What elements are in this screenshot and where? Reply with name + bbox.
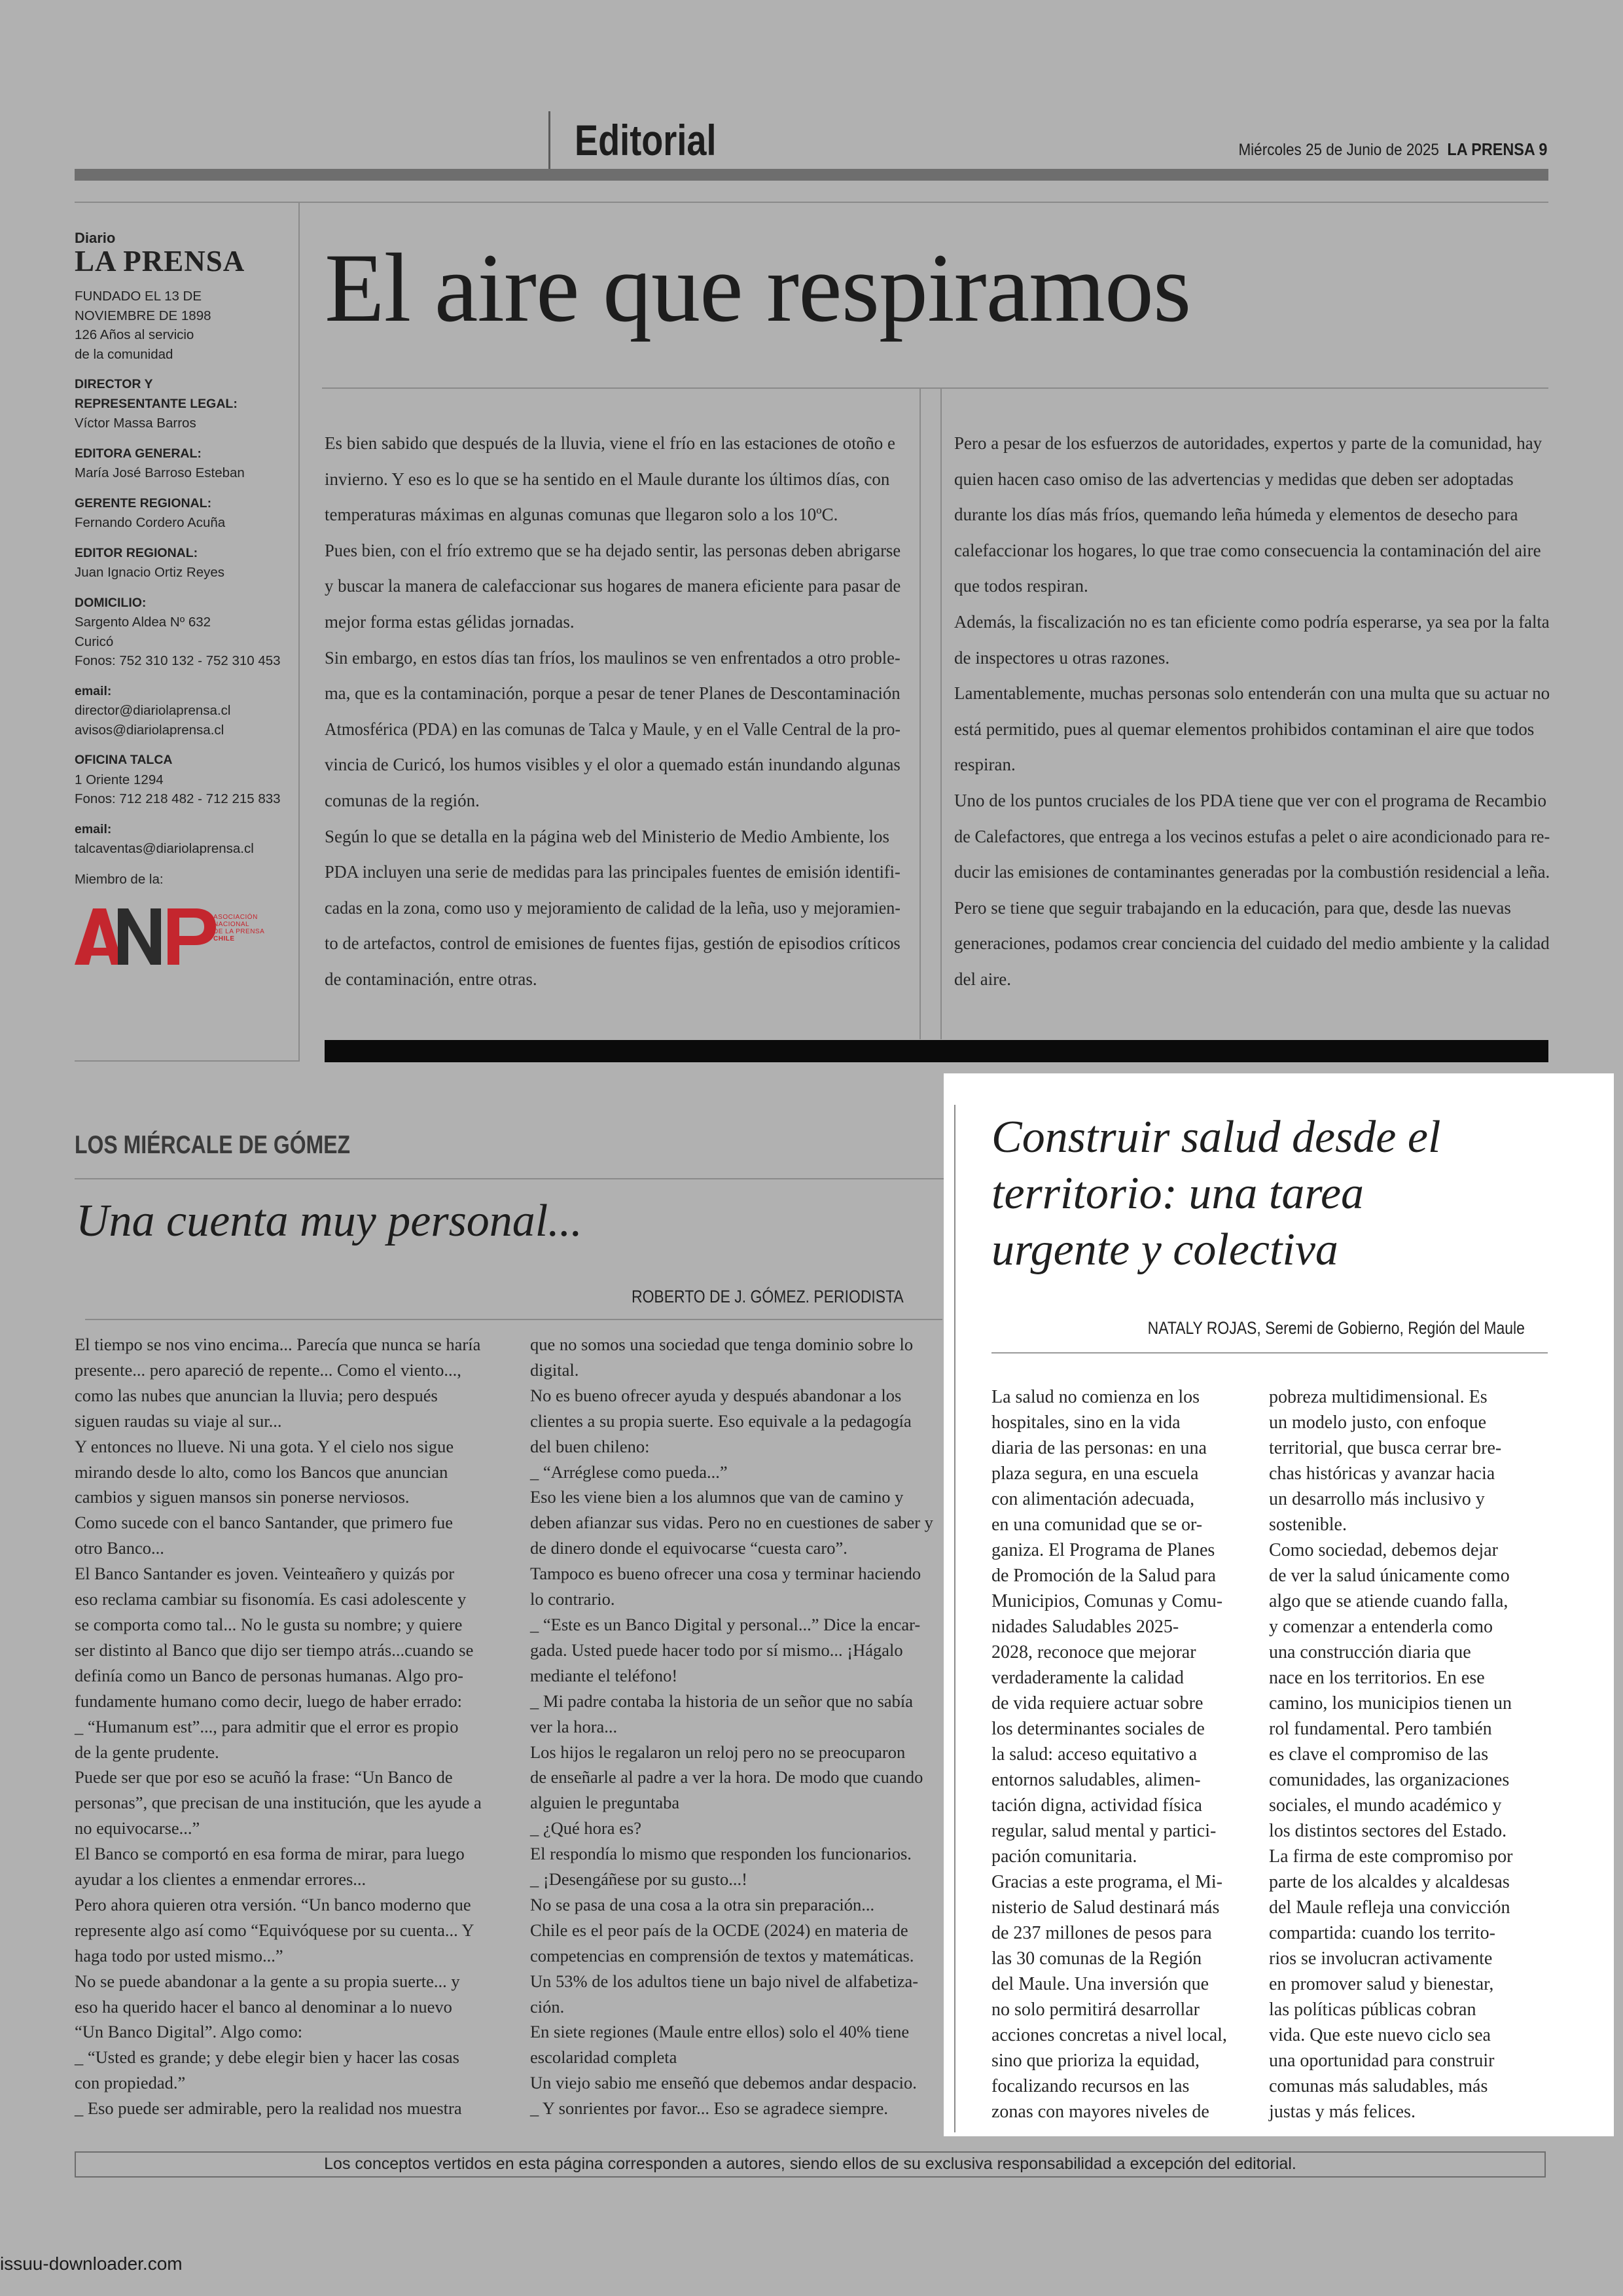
gomez-text-line: _ Y sonrientes por favor... Eso se agradece siempre. (530, 2098, 888, 2119)
gomez-text-line: digital. (530, 1359, 579, 1380)
gomez-text-line: Un 53% de los adultos tiene un bajo nivel de alfabetiza- (530, 1971, 919, 1991)
opinion-text-line: la salud: acceso equitativo a (991, 1744, 1198, 1765)
gomez-text-line: _ “Este es un Banco Digital y personal...” Dice la encar- (530, 1614, 921, 1634)
gomez-text-line: que no somos una sociedad que tenga dominio sobre lo (530, 1335, 914, 1354)
opinion-column-2 (1269, 1384, 1544, 2125)
anp-caption-line: CHILE (213, 935, 235, 942)
editor-label: EDITOR REGIONAL: (75, 545, 198, 560)
opinion-headline-line: Construir salud desde el (991, 1112, 1441, 1162)
editorial-text-line: está permitido, pues al quemar elementos prohibidos contaminan el aire que todos (954, 719, 1535, 739)
masthead-sidebar (75, 230, 297, 970)
opinion-text-line: del Maule. Una inversión que (991, 1974, 1209, 1994)
sidebar-bottom-rule (75, 1060, 300, 1062)
gomez-text-line: haga todo por usted mismo...” (75, 1945, 283, 1965)
opinion-text-line: comunas más saludables, más (1269, 2076, 1488, 2096)
gomez-text-line: no equivocarse...” (75, 1818, 200, 1839)
gomez-text-line: _ Eso puede ser admirable, pero la realidad nos muestra (75, 2098, 462, 2119)
editora-name: María José Barroso Esteban (75, 465, 245, 480)
domicilio-label: DOMICILIO: (75, 595, 147, 610)
opinion-text-line: un desarrollo más inclusivo y (1269, 1489, 1485, 1509)
gomez-column-2 (530, 1332, 949, 2121)
opinion-byline (1148, 1318, 1525, 1338)
founded-line: 126 Años al servicio (75, 327, 194, 342)
gomez-text-line: como las nubes que anuncian la lluvia; pero después (75, 1385, 438, 1405)
gomez-byline-rule (85, 1319, 942, 1320)
gomez-text-line: eso ha querido hacer el banco al denominar a lo nuevo (75, 1996, 452, 2017)
editorial-text-line: generaciones, podamos crear conciencia del cuidado del medio ambiente y la calidad (954, 933, 1550, 954)
email-address[interactable]: director@diariolaprensa.cl (75, 703, 231, 718)
gomez-text-line: No se pasa de una cosa a la otra sin preparación... (530, 1894, 875, 1914)
opinion-text-line: La salud no comienza en los (991, 1387, 1200, 1407)
domicilio-line: Curicó (75, 634, 114, 649)
editorial-text-line: de contaminación, entre otras. (325, 969, 537, 989)
opinion-text-line: rol fundamental. Pero también (1269, 1719, 1492, 1739)
watermark: issuu-downloader.com (0, 2253, 183, 2274)
editorial-column-divider (919, 389, 921, 1039)
director-label: REPRESENTANTE LEGAL: (75, 396, 238, 411)
founded-line: de la comunidad (75, 346, 173, 362)
gomez-text-line: fundamente humano como decir, luego de haber errado: (75, 1691, 463, 1711)
editora-info (75, 444, 297, 483)
gomez-text-line: El Banco se comportó en esa forma de mirar, para luego (75, 1844, 465, 1864)
gomez-text-line: “Un Banco Digital”. Algo como: (75, 2022, 303, 2042)
editorial-text-line: ducir las emisiones de contaminantes generadas por la combustión residencial a leña. (954, 862, 1550, 882)
issue-date: Miércoles 25 de Junio de 2025 (1238, 141, 1439, 159)
email-address[interactable]: talcaventas@diariolaprensa.cl (75, 841, 254, 856)
opinion-text-line: en una comunidad que se or- (991, 1515, 1203, 1535)
opinion-box-left-rule (954, 1105, 955, 2132)
opinion-text-line: La firma de este compromiso por (1269, 1846, 1513, 1867)
editorial-text-line: respiran. (954, 755, 1016, 775)
page-number: LA PRENSA 9 (1447, 139, 1547, 159)
footer-disclaimer: Los conceptos vertidos en esta página corresponden a autores, siendo ellos de su exclusiva responsabilidad a excepción del editorial. (324, 2155, 1296, 2173)
opinion-text-line: Municipios, Comunas y Comu- (991, 1591, 1223, 1611)
editorial-text-line: ma, que es la contaminación, porque a pesar de tener Planes de Descontaminación (325, 683, 901, 704)
opinion-text-line: nace en los territorios. En ese (1269, 1668, 1485, 1688)
oficina-line: Fonos: 712 218 482 - 712 215 833 (75, 791, 281, 806)
opinion-text-line: camino, los municipios tienen un (1269, 1693, 1512, 1713)
opinion-text-line: zonas con mayores niveles de (991, 2102, 1209, 2122)
editorial-text-line: Uno de los puntos cruciales de los PDA tiene que ver con el programa de Recambio (954, 790, 1547, 810)
gomez-text-line: ción. (530, 1996, 565, 2017)
editorial-column-2 (954, 425, 1550, 997)
editorial-text-line: mejor forma estas gélidas jornadas. (325, 611, 575, 632)
gomez-text-line: No se puede abandonar a la gente a su propia suerte... y (75, 1971, 460, 1991)
gomez-text-line: No es bueno ofrecer ayuda y después abandonar a los (530, 1385, 902, 1405)
opinion-text-line: de ver la salud únicamente como (1269, 1566, 1510, 1586)
gomez-text-line: El respondía lo mismo que responden los funcionarios. (530, 1844, 912, 1864)
masthead-logo: LA PRENSA (75, 245, 245, 278)
gomez-text-line: mirando desde lo alto, como los Bancos que anuncian (75, 1462, 448, 1482)
email2-info (75, 820, 297, 859)
header-thick-rule (75, 169, 1548, 181)
opinion-text-line: territorial, que busca cerrar bre- (1269, 1438, 1502, 1458)
gomez-text-line: ser distinto al Banco que dijo ser tiempo atrás...cuando se (75, 1640, 474, 1660)
gerente-name: Fernando Cordero Acuña (75, 515, 226, 530)
gomez-text-line: _ “Arréglese como pueda...” (530, 1462, 728, 1482)
anp-caption-line: DE LA PRENSA (213, 928, 265, 935)
gomez-text-line: del buen chileno: (530, 1436, 650, 1456)
section-title: Editorial (575, 116, 717, 164)
header-divider-vertical (548, 111, 550, 171)
opinion-text-line: chas históricas y avanzar hacia (1269, 1463, 1495, 1484)
gomez-text-line: Eso les viene bien a los alumnos que van de camino y (530, 1487, 904, 1507)
gomez-text-line: cambios y siguen mansos sin ponerse nerviosos. (75, 1487, 410, 1507)
opinion-author: NATALY ROJAS (1147, 1318, 1257, 1338)
opinion-text-line: entornos saludables, alimen- (991, 1770, 1201, 1790)
founded-line: FUNDADO EL 13 DE (75, 289, 202, 304)
gomez-text-line: con propiedad.” (75, 2073, 186, 2093)
opinion-text-line: Como sociedad, debemos dejar (1269, 1540, 1498, 1560)
opinion-byline-rule (991, 1352, 1548, 1354)
opinion-text-line: sino que prioriza la equidad, (991, 2051, 1200, 2071)
gomez-text-line: de dinero donde el equivocarse “cuesta caro”. (530, 1538, 847, 1558)
gomez-text-line: definía como un Banco de personas humanas. Algo pro- (75, 1665, 463, 1685)
anp-caption-line: ASOCIACIÓN (213, 914, 258, 921)
editorial-text-line: y buscar la manera de calefaccionar sus hogares de manera eficiente para pasar de (325, 576, 901, 596)
opinion-text-line: de Promoción de la Salud para (991, 1566, 1216, 1586)
gomez-text-line: Pero ahora quieren otra versión. “Un banco moderno que (75, 1894, 471, 1914)
opinion-text-line: ganiza. El Programa de Planes (991, 1540, 1215, 1560)
editorial-text-line: de inspectores u otras razones. (954, 647, 1170, 668)
editora-label: EDITORA GENERAL: (75, 446, 202, 461)
sidebar-divider (298, 203, 300, 1062)
editorial-text-line: Atmosférica (PDA) en las comunas de Talca y Maule, y en el Valle Central de la pro- (325, 719, 901, 739)
gomez-text-line: de enseñarle al padre a ver la hora. De modo que cuando (530, 1767, 923, 1787)
opinion-text-line: pación comunitaria. (991, 1846, 1137, 1867)
opinion-text-line: acciones concretas a nivel local, (991, 2025, 1227, 2045)
opinion-text-line: una construcción diaria que (1269, 1642, 1471, 1662)
editorial-column-divider (940, 389, 942, 1039)
gomez-text-line: escolaridad completa (530, 2047, 677, 2068)
oficina-info (75, 751, 297, 809)
editorial-text-line: comunas de la región. (325, 790, 480, 810)
editor-name: Juan Ignacio Ortiz Reyes (75, 565, 225, 580)
editorial-text-line: PDA incluyen una serie de medidas para las principales fuentes de emisión identifi- (325, 862, 901, 882)
email-address[interactable]: avisos@diariolaprensa.cl (75, 722, 224, 738)
editorial-text-line: de Calefactores, que entrega a los vecinos estufas a pelet o aire acondicionado para re- (954, 826, 1550, 846)
gomez-kicker-rule (75, 1178, 945, 1179)
gomez-text-line: _ ¿Qué hora es? (530, 1818, 641, 1839)
gomez-text-line: gada. Usted puede hacer todo por sí mismo... ¡Hágalo (530, 1640, 903, 1660)
opinion-text-line: es clave el compromiso de las (1269, 1744, 1489, 1765)
opinion-author-role: , Seremi de Gobierno, Región del Maule (1257, 1318, 1525, 1338)
gomez-text-line: Como sucede con el banco Santander, que primero fue (75, 1513, 454, 1533)
editorial-text-line: Además, la fiscalización no es tan eficiente como podría esperarse, ya sea por la falta (954, 611, 1550, 632)
editorial-text-line: vincia de Curicó, los humos visibles y el olor a quemado están inundando algunas (325, 755, 901, 775)
opinion-text-line: comunidades, las organizaciones (1269, 1770, 1510, 1790)
email-label: email: (75, 683, 112, 698)
founded-line: NOVIEMBRE DE 1898 (75, 308, 211, 323)
gomez-column-1 (75, 1332, 520, 2121)
gomez-text-line: clientes a su propia suerte. Eso equivale a la pedagogía (530, 1410, 912, 1431)
email-label: email: (75, 821, 112, 836)
opinion-text-line: 2028, reconoce que mejorar (991, 1642, 1196, 1662)
editorial-text-line: Pues bien, con el frío extremo que se ha dejado sentir, las personas deben abrigarse (325, 540, 901, 560)
gomez-text-line: En siete regiones (Maule entre ellos) solo el 40% tiene (530, 2022, 910, 2042)
opinion-text-line: parte de los alcaldes y alcaldesas (1269, 1872, 1510, 1892)
opinion-headline-line: territorio: una tarea (991, 1168, 1364, 1219)
opinion-text-line: focalizando recursos en las (991, 2076, 1190, 2096)
gomez-text-line: lo contrario. (530, 1589, 615, 1609)
gomez-byline: ROBERTO DE J. GÓMEZ. PERIODISTA (632, 1287, 904, 1306)
opinion-text-line: las 30 comunas de la Región (991, 1948, 1202, 1969)
editorial-text-line: temperaturas máximas en algunas comunas que llegaron solo a los 10ºC. (325, 505, 838, 525)
editorial-text-line: que todos respiran. (954, 576, 1088, 596)
opinion-text-line: regular, salud mental y partici- (991, 1821, 1217, 1841)
opinion-text-line: justas y más felices. (1269, 2102, 1416, 2122)
gomez-text-line: siguen raudas su viaje al sur... (75, 1410, 282, 1431)
editorial-text-line: del aire. (954, 969, 1011, 989)
gomez-text-line: Puede ser que por eso se acuñó la frase: “Un Banco de (75, 1767, 453, 1787)
editorial-text-line: durante los días más fríos, quemando leña húmeda y elementos de desecho para (954, 505, 1518, 525)
opinion-text-line: no solo permitirá desarrollar (991, 2000, 1200, 2020)
anp-caption (213, 914, 264, 942)
gomez-kicker: LOS MIÉRCALE DE GÓMEZ (75, 1131, 351, 1159)
opinion-text-line: rios se involucran activamente (1269, 1948, 1493, 1969)
gerente-label: GERENTE REGIONAL: (75, 495, 212, 511)
anp-caption-line: NACIONAL (213, 921, 250, 928)
editorial-text-line: Pero a pesar de los esfuerzos de autoridades, expertos y parte de la comunidad, hay (954, 433, 1543, 453)
header-thin-rule (75, 202, 1548, 203)
editorial-text-line: Sin embargo, en estos días tan fríos, los maulinos se ven enfrentados a otro proble- (325, 647, 901, 668)
opinion-text-line: compartida: cuando los territo- (1269, 1923, 1495, 1943)
opinion-text-line: del Maule refleja una convicción (1269, 1897, 1510, 1918)
gomez-text-line: alguien le preguntaba (530, 1793, 680, 1813)
gomez-text-line: eso reclama cambiar su fisonomía. Es casi adolescente y (75, 1589, 467, 1609)
editorial-text-line: Pero se tiene que seguir trabajando en la educación, para que, desde las nuevas (954, 897, 1511, 918)
domicilio-info (75, 594, 297, 671)
director-info (75, 375, 297, 433)
header-date (1238, 139, 1547, 160)
opinion-text-line: diaria de las personas: en una (991, 1438, 1207, 1458)
domicilio-line: Fonos: 752 310 132 - 752 310 453 (75, 653, 281, 668)
gomez-text-line: Chile es el peor país de la OCDE (2024) en materia de (530, 1920, 908, 1940)
opinion-text-line: Gracias a este programa, el Mi- (991, 1872, 1222, 1892)
gomez-text-line: personas”, que precisan de una institución, que les ayude a (75, 1793, 482, 1813)
opinion-text-line: vida. Que este nuevo ciclo sea (1269, 2025, 1491, 2045)
editorial-black-bar (325, 1040, 1548, 1062)
gomez-text-line: _ ¡Desengáñese por su gusto...! (530, 1869, 747, 1890)
gomez-text-line: de la gente prudente. (75, 1742, 219, 1762)
oficina-label: OFICINA TALCA (75, 753, 173, 767)
gomez-text-line: otro Banco... (75, 1538, 164, 1558)
email-info (75, 682, 297, 740)
opinion-text-line: sociales, el mundo académico y (1269, 1795, 1502, 1816)
oficina-line: 1 Oriente 1294 (75, 772, 164, 787)
editorial-text-line: Lamentablemente, muchas personas solo entenderán con una multa que su actuar no (954, 683, 1550, 704)
editorial-column-1 (325, 425, 901, 997)
gomez-text-line: se comporta como tal... No le gusta su nombre; y quiere (75, 1614, 463, 1634)
opinion-text-line: verdaderamente la calidad (991, 1668, 1184, 1688)
gomez-text-line: mediante el teléfono! (530, 1665, 678, 1685)
editorial-text-line: invierno. Y eso es lo que se ha sentido en el Maule durante los últimos días, con (325, 469, 890, 489)
director-label: DIRECTOR Y (75, 377, 153, 391)
gomez-text-line: ayudar a los clientes a enmendar errores... (75, 1869, 366, 1890)
editorial-headline-rule (322, 387, 1548, 389)
opinion-text-line: una oportunidad para construir (1269, 2051, 1495, 2071)
gomez-text-line: Y entonces no llueve. Ni una gota. Y el cielo nos sigue (75, 1436, 454, 1456)
editorial-headline: El aire que respiramos (325, 234, 1191, 342)
editorial-text-line: Es bien sabido que después de la lluvia, viene el frío en las estaciones de otoño e (325, 433, 895, 453)
gomez-text-line: El tiempo se nos vino encima... Parecía que nunca se haría (75, 1335, 481, 1354)
member-label: Miembro de la: (75, 871, 164, 887)
opinion-text-line: sostenible. (1269, 1515, 1347, 1535)
masthead-diario: Diario (75, 230, 116, 246)
opinion-text-line: las políticas públicas cobran (1269, 2000, 1476, 2020)
domicilio-line: Sargento Aldea Nº 632 (75, 615, 211, 630)
editorial-text-line: cadas en la zona, como uso y mejoramiento de calidad de la leña, uso y mejoramien- (325, 897, 901, 918)
gomez-text-line: Tampoco es bueno ofrecer una cosa y terminar haciendo (530, 1564, 921, 1584)
opinion-text-line: tación digna, actividad física (991, 1795, 1202, 1816)
opinion-text-line: y comenzar a entenderla como (1269, 1617, 1493, 1637)
opinion-headline (991, 1109, 1440, 1278)
opinion-text-line: con alimentación adecuada, (991, 1489, 1195, 1509)
gomez-text-line: deben afianzar sus vidas. Pero no en cuestiones de saber y (530, 1513, 933, 1533)
opinion-text-line: de vida requiere actuar sobre (991, 1693, 1204, 1713)
director-name: Víctor Massa Barros (75, 416, 196, 431)
gomez-text-line: _ Mi padre contaba la historia de un señor que no sabía (530, 1691, 914, 1711)
opinion-text-line: algo que se atiende cuando falla, (1269, 1591, 1508, 1611)
editor-info (75, 544, 297, 583)
opinion-text-line: en promover salud y bienestar, (1269, 1974, 1494, 1994)
opinion-column-1 (991, 1384, 1253, 2125)
gomez-headline: Una cuenta muy personal... (76, 1196, 582, 1246)
opinion-text-line: plaza segura, en una escuela (991, 1463, 1199, 1484)
editorial-text-line: quien hacen caso omiso de las advertencias y medidas que deben ser adoptadas (954, 469, 1514, 489)
gomez-text-line: represente algo así como “Equivóquese por su cuenta... Y (75, 1920, 474, 1940)
gomez-text-line: Un viejo sabio me enseñó que debemos andar despacio. (530, 2073, 917, 2093)
gomez-text-line: _ “Humanum est”..., para admitir que el error es propio (75, 1716, 459, 1736)
gerente-info (75, 494, 297, 533)
editorial-text-line: calefaccionar los hogares, lo que trae como consecuencia la contaminación del aire (954, 540, 1541, 560)
founded-info (75, 287, 297, 364)
anp-logo (75, 905, 297, 970)
gomez-text-line: _ “Usted es grande; y debe elegir bien y hacer las cosas (75, 2047, 459, 2068)
opinion-text-line: nisterio de Salud destinará más (991, 1897, 1220, 1918)
gomez-text-line: ver la hora... (530, 1716, 618, 1736)
opinion-text-line: nidades Saludables 2025- (991, 1617, 1179, 1637)
editorial-text-line: to de artefactos, control de emisiones de fuentes fijas, gestión de episodios críticos (325, 933, 901, 954)
gomez-text-line: competencias en comprensión de textos y matemáticas. (530, 1945, 914, 1965)
editorial-text-line: Según lo que se detalla en la página web del Ministerio de Medio Ambiente, los (325, 826, 890, 846)
gomez-text-line: El Banco Santander es joven. Veinteañero y quizás por (75, 1564, 455, 1584)
opinion-text-line: hospitales, sino en la vida (991, 1412, 1181, 1433)
opinion-text-line: los distintos sectores del Estado. (1269, 1821, 1507, 1841)
opinion-text-line: los determinantes sociales de (991, 1719, 1205, 1739)
opinion-text-line: pobreza multidimensional. Es (1269, 1387, 1488, 1407)
gomez-text-line: Los hijos le regalaron un reloj pero no se preocuparon (530, 1742, 906, 1762)
opinion-headline-line: urgente y colectiva (991, 1225, 1338, 1275)
opinion-text-line: un modelo justo, con enfoque (1269, 1412, 1487, 1433)
opinion-text-line: de 237 millones de pesos para (991, 1923, 1212, 1943)
gomez-text-line: presente... pero apareció de repente... Como el viento..., (75, 1359, 461, 1380)
